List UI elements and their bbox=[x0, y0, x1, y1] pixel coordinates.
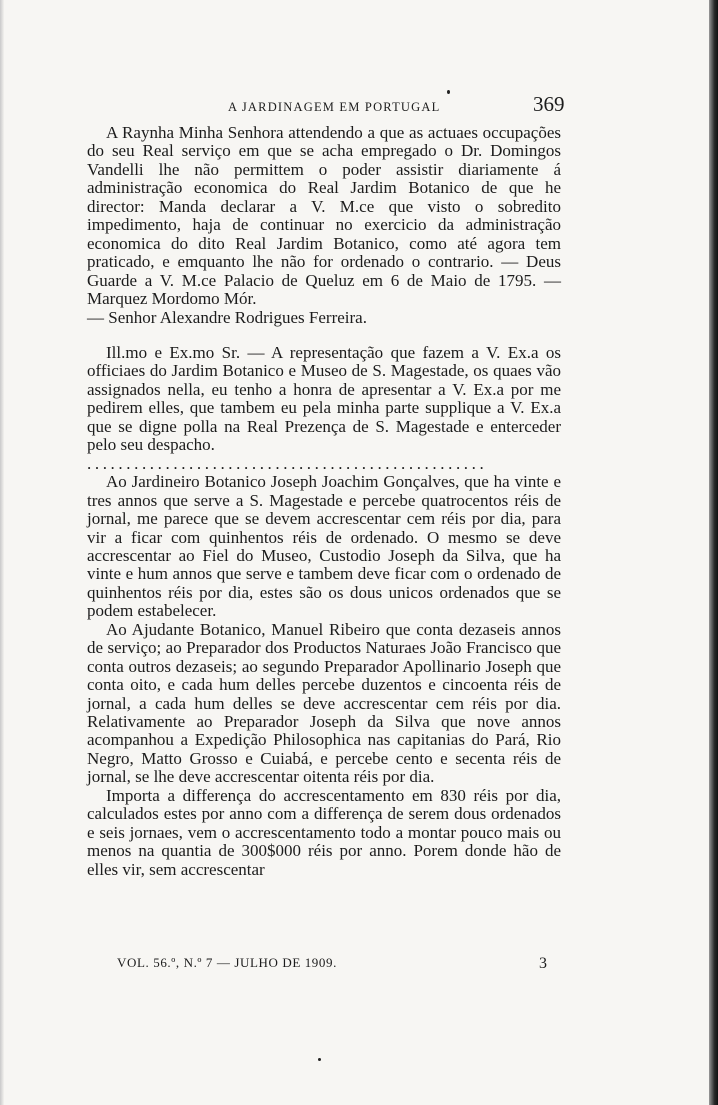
body-text bbox=[87, 124, 561, 879]
salutation: Ill.mo e Ex.mo Sr. bbox=[106, 342, 241, 362]
paragraph-royal-order: A Raynha Minha Senhora attendendo a que as actuaes occupações do seu Real serviço em que se acha empregado o Dr. Domingos Vandelli lhe não permittem o poder assistir diariamente á administração economica do Real Jardim Botanico de que he director: Manda declarar a V. M.ce que visto o sobredito impedimento, haja de continuar no exercicio da administração economica do dito Real Jardim Botanico, como até agora tem praticado, e emquanto lhe não for ordenado o contrario. — Deus Guarde a V. M.ce Palacio de Queluz em 6 de Maio de 1795. — Marquez Mordomo Mór. bbox=[87, 123, 561, 309]
representation-text: — A representação que fazem a V. Ex.a os officiaes do Jardim Botanico e Museo de S. Magestade, os quaes vão assignados nella, eu tenho a honra de apresentar a V. Ex.a por me pedirem elles, que tambem eu pela minha parte supplique a V. Ex.a que se digne polla na Real Prezença de S. Magestade e enterceder pelo seu despacho. bbox=[87, 342, 561, 455]
signature-text: — Senhor Alexandre Rodrigues Ferreira. bbox=[87, 307, 367, 327]
ellipsis-divider: ................................................... bbox=[87, 454, 488, 473]
running-head: A JARDINAGEM EM PORTUGAL bbox=[228, 100, 441, 114]
paragraph-total-cost: Importa a differença do accrescentamento em 830 réis por dia, calculados estes por anno com a differença de serem dous ordenados e seis jornaes, vem o accrescentamento todo a montar pouco mais ou menos na quantia de 300$000 réis por anno. Porem donde hão de elles vir, sem accrescentar bbox=[87, 785, 561, 879]
paragraph-assistant: Ao Ajudante Botanico, Manuel Ribeiro que conta dezaseis annos de serviço; ao Preparador dos Productos Naturaes João Francisco que conta outros dezaseis; ao segundo Preparador Apollinario Joseph que conta oito, e cada hum delles percebe duzentos e cincoenta réis de jornal, a cada hum delles se deve accrescentar cem réis por dia. Relativamente ao Preparador Joseph da Silva que nove annos acompanhou a Expedição Philosophica nas capitanias do Pará, Rio Negro, Matto Grosso e Cuiabá, e percebe cento e secenta réis de jornal, se lhe deve accrescentar oitenta réis por dia. bbox=[87, 619, 561, 787]
page-number: 369 bbox=[533, 92, 565, 116]
printer-signature-mark: 3 bbox=[539, 955, 547, 972]
paragraph-gardener: Ao Jardineiro Botanico Joseph Joachim Gonçalves, que ha vinte e tres annos que serve a S. Magestade e percebe quatrocentos réis de jornal, me parece que se devem accrescentar cem réis por dia, para vir a ficar com quinhentos réis de ordenado. O mesmo se deve accrescentar ao Fiel do Museo, Custodio Joseph da Silva, que ha vinte e hum annos que serve e tambem deve ficar com o ordenado de quinhentos réis por dia, estes são os dous unicos ordenados que se podem estabelecer. bbox=[87, 472, 561, 621]
paragraph-signature bbox=[87, 309, 561, 327]
page-edge-shadow-right bbox=[709, 0, 718, 1105]
ink-speck bbox=[318, 1058, 321, 1061]
footer-volume-line: VOL. 56.º, N.º 7 — JULHO DE 1909. bbox=[117, 955, 337, 970]
ink-speck bbox=[447, 90, 450, 94]
paragraph-representation bbox=[87, 344, 561, 455]
page-edge-shadow-left bbox=[0, 0, 4, 1105]
